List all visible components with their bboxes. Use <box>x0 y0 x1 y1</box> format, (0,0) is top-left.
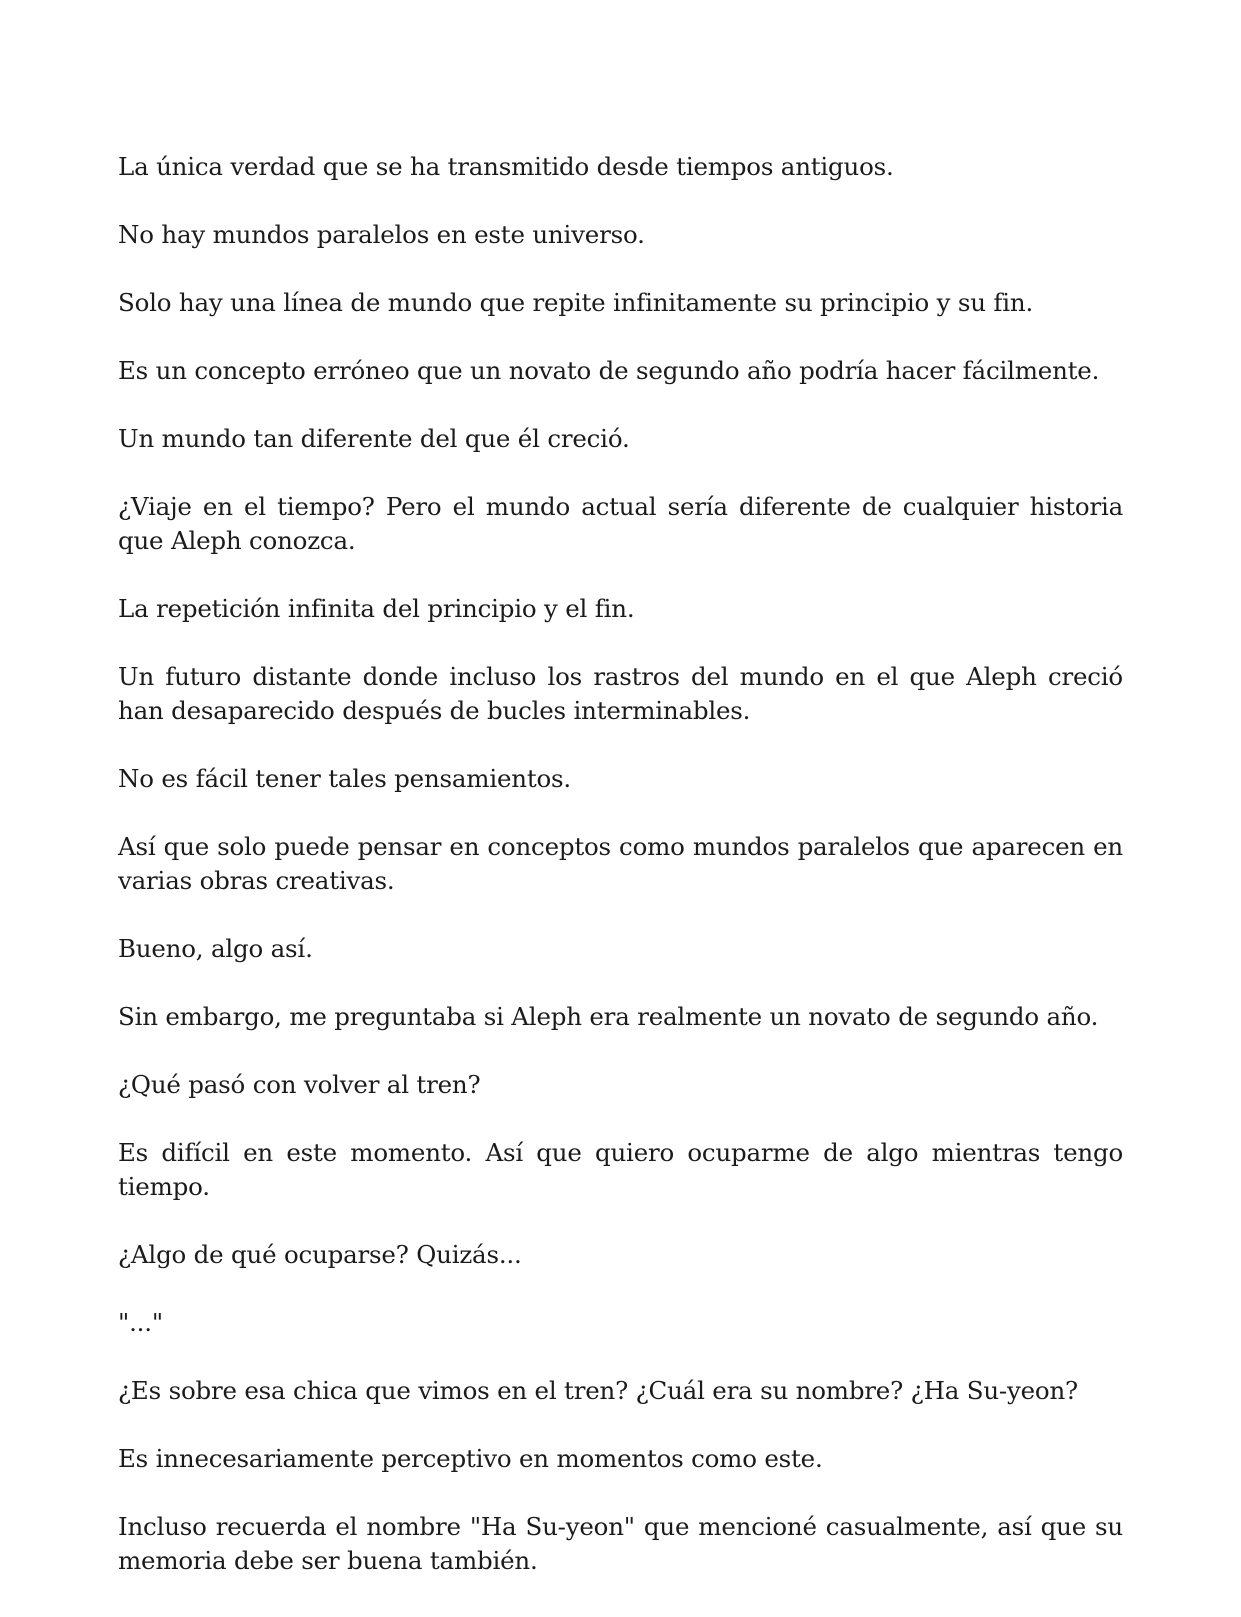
paragraph-17: ¿Es sobre esa chica que vimos en el tren? ¿Cuál era su nombre? ¿Ha Su-yeon? <box>118 1376 1078 1405</box>
paragraph-16: "..." <box>118 1308 163 1337</box>
paragraph-13: ¿Qué pasó con volver al tren? <box>118 1070 481 1099</box>
paragraph-4: Es un concepto erróneo que un novato de segundo año podría hacer fácilmente. <box>118 356 1100 385</box>
document-body <box>118 150 1123 1578</box>
paragraph-15: ¿Algo de qué ocuparse? Quizás... <box>118 1240 522 1269</box>
paragraph-8: Un futuro distante donde incluso los rastros del mundo en el que Aleph creció han desaparecido después de bucles interminables. <box>118 662 1123 725</box>
paragraph-19: Incluso recuerda el nombre "Ha Su-yeon" que mencioné casualmente, así que su memoria debe ser buena también. <box>118 1512 1123 1575</box>
paragraph-11: Bueno, algo así. <box>118 934 313 963</box>
paragraph-7: La repetición infinita del principio y el fin. <box>118 594 635 623</box>
paragraph-18: Es innecesariamente perceptivo en momentos como este. <box>118 1444 823 1473</box>
paragraph-9: No es fácil tener tales pensamientos. <box>118 764 572 793</box>
paragraph-12: Sin embargo, me preguntaba si Aleph era realmente un novato de segundo año. <box>118 1002 1099 1031</box>
paragraph-14: Es difícil en este momento. Así que quiero ocuparme de algo mientras tengo tiempo. <box>118 1138 1123 1201</box>
paragraph-1: La única verdad que se ha transmitido desde tiempos antiguos. <box>118 152 894 181</box>
paragraph-3: Solo hay una línea de mundo que repite infinitamente su principio y su fin. <box>118 288 1034 317</box>
paragraph-10: Así que solo puede pensar en conceptos como mundos paralelos que aparecen en varias obras creativas. <box>118 832 1123 895</box>
paragraph-2: No hay mundos paralelos en este universo. <box>118 220 645 249</box>
paragraph-5: Un mundo tan diferente del que él creció. <box>118 424 630 453</box>
paragraph-6: ¿Viaje en el tiempo? Pero el mundo actual sería diferente de cualquier historia que Aleph conozca. <box>118 492 1123 555</box>
